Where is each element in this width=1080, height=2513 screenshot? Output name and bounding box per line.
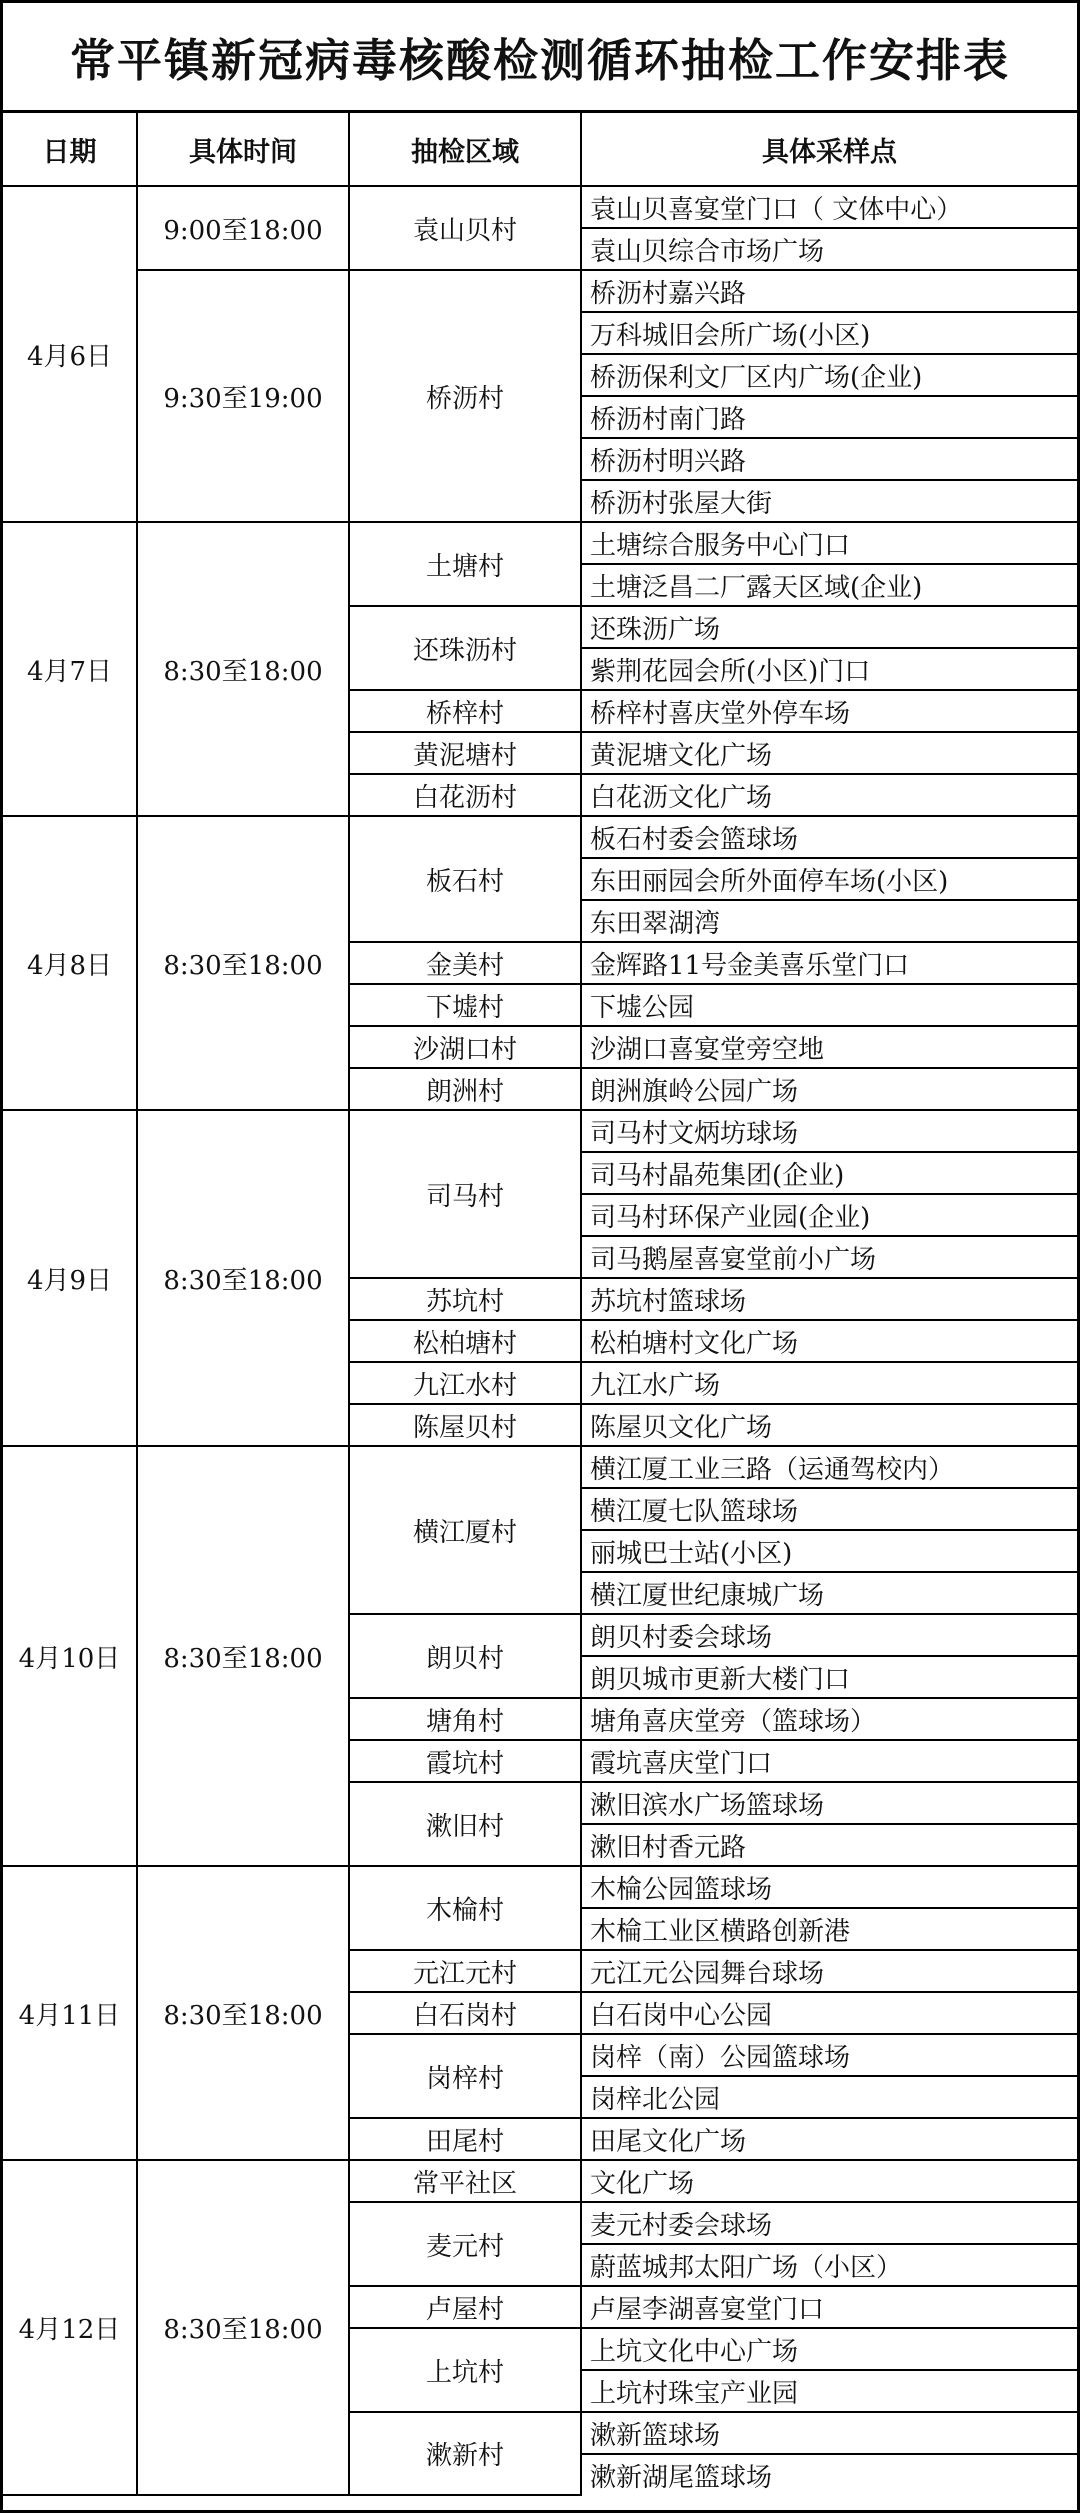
area-cell: 金美村 — [349, 942, 581, 984]
time-cell: 9:00至18:00 — [137, 186, 349, 270]
sampling-point-cell: 土塘综合服务中心门口 — [581, 522, 1077, 564]
area-cell: 苏坑村 — [349, 1278, 581, 1320]
sampling-point-cell: 板石村委会篮球场 — [581, 816, 1077, 858]
sampling-point-cell: 松柏塘村文化广场 — [581, 1320, 1077, 1362]
date-cell: 4月10日 — [3, 1446, 137, 1866]
sampling-point-cell: 袁山贝喜宴堂门口（ 文体中心） — [581, 186, 1077, 228]
schedule-table — [3, 113, 1077, 2496]
sampling-point-cell: 文化广场 — [581, 2160, 1077, 2202]
sampling-point-cell: 漱新篮球场 — [581, 2412, 1077, 2454]
area-cell: 漱旧村 — [349, 1782, 581, 1866]
sampling-point-cell: 木棆工业区横路创新港 — [581, 1908, 1077, 1950]
date-cell: 4月9日 — [3, 1110, 137, 1446]
sampling-point-cell: 上坑文化中心广场 — [581, 2328, 1077, 2370]
sampling-point-cell: 朗贝城市更新大楼门口 — [581, 1656, 1077, 1698]
area-cell: 岗梓村 — [349, 2034, 581, 2118]
time-cell: 8:30至18:00 — [137, 2160, 349, 2495]
area-cell: 司马村 — [349, 1110, 581, 1278]
sampling-point-cell: 白花沥文化广场 — [581, 774, 1077, 816]
area-cell: 麦元村 — [349, 2202, 581, 2286]
area-cell: 沙湖口村 — [349, 1026, 581, 1068]
sampling-point-cell: 塘角喜庆堂旁（篮球场） — [581, 1698, 1077, 1740]
page-title: 常平镇新冠病毒核酸检测循环抽检工作安排表 — [3, 3, 1077, 113]
sampling-point-cell: 木棆公园篮球场 — [581, 1866, 1077, 1908]
sampling-point-cell: 霞坑喜庆堂门口 — [581, 1740, 1077, 1782]
area-cell: 九江水村 — [349, 1362, 581, 1404]
sampling-point-cell: 蔚蓝城邦太阳广场（小区） — [581, 2244, 1077, 2286]
sampling-point-cell: 紫荆花园会所(小区)门口 — [581, 648, 1077, 690]
sampling-point-cell: 横江厦世纪康城广场 — [581, 1572, 1077, 1614]
area-cell: 木棆村 — [349, 1866, 581, 1950]
area-cell: 漱新村 — [349, 2412, 581, 2495]
sampling-point-cell: 桥沥村嘉兴路 — [581, 270, 1077, 312]
sampling-point-cell: 上坑村珠宝产业园 — [581, 2370, 1077, 2412]
sampling-point-cell: 桥沥保利文厂区内广场(企业) — [581, 354, 1077, 396]
date-cell: 4月12日 — [3, 2160, 137, 2495]
table-row — [3, 2160, 1077, 2202]
area-cell: 下墟村 — [349, 984, 581, 1026]
area-cell: 塘角村 — [349, 1698, 581, 1740]
sampling-point-cell: 司马村文炳坊球场 — [581, 1110, 1077, 1152]
sampling-point-cell: 袁山贝综合市场广场 — [581, 228, 1077, 270]
sampling-point-cell: 丽城巴士站(小区) — [581, 1530, 1077, 1572]
area-cell: 还珠沥村 — [349, 606, 581, 690]
table-row — [3, 1866, 1077, 1908]
area-cell: 元江元村 — [349, 1950, 581, 1992]
sampling-point-cell: 苏坑村篮球场 — [581, 1278, 1077, 1320]
area-cell: 桥梓村 — [349, 690, 581, 732]
sampling-point-cell: 卢屋李湖喜宴堂门口 — [581, 2286, 1077, 2328]
sampling-point-cell: 桥沥村张屋大街 — [581, 480, 1077, 522]
table-row — [3, 1110, 1077, 1152]
sampling-point-cell: 桥沥村明兴路 — [581, 438, 1077, 480]
sampling-point-cell: 东田丽园会所外面停车场(小区) — [581, 858, 1077, 900]
area-cell: 朗贝村 — [349, 1614, 581, 1698]
sampling-point-cell: 朗洲旗岭公园广场 — [581, 1068, 1077, 1110]
area-cell: 陈屋贝村 — [349, 1404, 581, 1446]
column-header-time: 具体时间 — [137, 113, 349, 186]
date-cell: 4月11日 — [3, 1866, 137, 2160]
area-cell: 横江厦村 — [349, 1446, 581, 1614]
sampling-point-cell: 漱新湖尾篮球场 — [581, 2454, 1077, 2495]
sampling-point-cell: 沙湖口喜宴堂旁空地 — [581, 1026, 1077, 1068]
area-cell: 上坑村 — [349, 2328, 581, 2412]
sampling-point-cell: 黄泥塘文化广场 — [581, 732, 1077, 774]
sampling-point-cell: 元江元公园舞台球场 — [581, 1950, 1077, 1992]
sampling-point-cell: 岗梓北公园 — [581, 2076, 1077, 2118]
sampling-point-cell: 岗梓（南）公园篮球场 — [581, 2034, 1077, 2076]
date-cell: 4月6日 — [3, 186, 137, 522]
sampling-point-cell: 桥梓村喜庆堂外停车场 — [581, 690, 1077, 732]
area-cell: 白花沥村 — [349, 774, 581, 816]
sampling-point-cell: 陈屋贝文化广场 — [581, 1404, 1077, 1446]
area-cell: 袁山贝村 — [349, 186, 581, 270]
time-cell: 8:30至18:00 — [137, 1866, 349, 2160]
sampling-point-cell: 横江厦七队篮球场 — [581, 1488, 1077, 1530]
sampling-point-cell: 土塘泛昌二厂露天区域(企业) — [581, 564, 1077, 606]
time-cell: 8:30至18:00 — [137, 816, 349, 1110]
time-cell: 8:30至18:00 — [137, 522, 349, 816]
table-row — [3, 186, 1077, 228]
sampling-point-cell: 九江水广场 — [581, 1362, 1077, 1404]
table-row — [3, 816, 1077, 858]
sampling-point-cell: 朗贝村委会球场 — [581, 1614, 1077, 1656]
area-cell: 田尾村 — [349, 2118, 581, 2160]
sampling-point-cell: 田尾文化广场 — [581, 2118, 1077, 2160]
area-cell: 桥沥村 — [349, 270, 581, 522]
time-cell: 8:30至18:00 — [137, 1110, 349, 1446]
time-cell: 9:30至19:00 — [137, 270, 349, 522]
area-cell: 白石岗村 — [349, 1992, 581, 2034]
column-header-date: 日期 — [3, 113, 137, 186]
sampling-point-cell: 还珠沥广场 — [581, 606, 1077, 648]
area-cell: 朗洲村 — [349, 1068, 581, 1110]
column-header-points: 具体采样点 — [581, 113, 1077, 186]
area-cell: 黄泥塘村 — [349, 732, 581, 774]
time-cell: 8:30至18:00 — [137, 1446, 349, 1866]
sampling-point-cell: 横江厦工业三路（运通驾校内） — [581, 1446, 1077, 1488]
table-row — [3, 1446, 1077, 1488]
area-cell: 常平社区 — [349, 2160, 581, 2202]
sampling-point-cell: 东田翠湖湾 — [581, 900, 1077, 942]
area-cell: 松柏塘村 — [349, 1320, 581, 1362]
sampling-point-cell: 白石岗中心公园 — [581, 1992, 1077, 2034]
sampling-point-cell: 万科城旧会所广场(小区) — [581, 312, 1077, 354]
area-cell: 土塘村 — [349, 522, 581, 606]
area-cell: 卢屋村 — [349, 2286, 581, 2328]
table-row — [3, 270, 1077, 312]
sampling-point-cell: 金辉路11号金美喜乐堂门口 — [581, 942, 1077, 984]
sampling-point-cell: 漱旧村香元路 — [581, 1824, 1077, 1866]
table-row — [3, 522, 1077, 564]
area-cell: 板石村 — [349, 816, 581, 942]
sampling-point-cell: 麦元村委会球场 — [581, 2202, 1077, 2244]
sampling-point-cell: 桥沥村南门路 — [581, 396, 1077, 438]
sampling-point-cell: 司马村环保产业园(企业) — [581, 1194, 1077, 1236]
area-cell: 霞坑村 — [349, 1740, 581, 1782]
schedule-body — [3, 186, 1077, 2495]
date-cell: 4月7日 — [3, 522, 137, 816]
column-header-area: 抽检区域 — [349, 113, 581, 186]
header-row — [3, 113, 1077, 186]
sampling-point-cell: 司马村晶苑集团(企业) — [581, 1152, 1077, 1194]
sampling-point-cell: 下墟公园 — [581, 984, 1077, 1026]
sampling-point-cell: 司马鹅屋喜宴堂前小广场 — [581, 1236, 1077, 1278]
sampling-point-cell: 漱旧滨水广场篮球场 — [581, 1782, 1077, 1824]
date-cell: 4月8日 — [3, 816, 137, 1110]
